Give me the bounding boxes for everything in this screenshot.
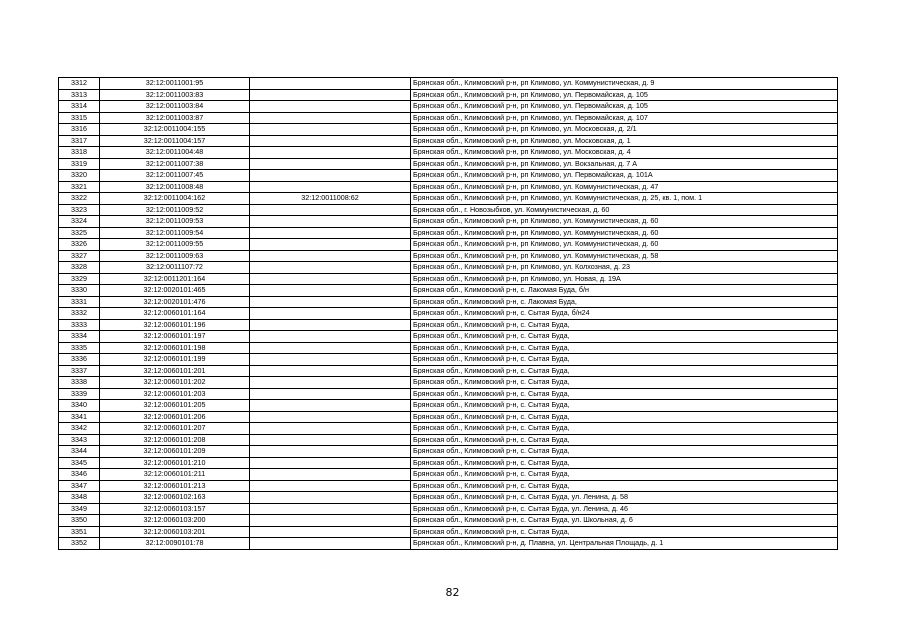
related-cadastral-cell bbox=[250, 342, 411, 354]
row-number-cell: 3318 bbox=[59, 147, 100, 159]
cadastral-number-cell: 32:12:0011009:55 bbox=[100, 239, 250, 251]
row-number-cell: 3323 bbox=[59, 204, 100, 216]
related-cadastral-cell bbox=[250, 170, 411, 182]
address-cell: Брянская обл., Климовский р-н, с. Сытая Буда, ул. Школьная, д. 6 bbox=[411, 515, 838, 527]
cadastral-number-cell: 32:12:0060102:163 bbox=[100, 492, 250, 504]
table-row bbox=[59, 480, 838, 492]
row-number-cell: 3316 bbox=[59, 124, 100, 136]
row-number-cell: 3346 bbox=[59, 469, 100, 481]
cadastral-number-cell: 32:12:0011004:155 bbox=[100, 124, 250, 136]
cadastral-number-cell: 32:12:0060101:209 bbox=[100, 446, 250, 458]
cadastral-number-cell: 32:12:0060101:164 bbox=[100, 308, 250, 320]
row-number-cell: 3324 bbox=[59, 216, 100, 228]
table-row bbox=[59, 262, 838, 274]
row-number-cell: 3337 bbox=[59, 365, 100, 377]
address-cell: Брянская обл., Климовский р-н, рп Климово, ул. Коммунистическая, д. 60 bbox=[411, 216, 838, 228]
row-number-cell: 3339 bbox=[59, 388, 100, 400]
table-row bbox=[59, 469, 838, 481]
table-row bbox=[59, 193, 838, 205]
cadastral-number-cell: 32:12:0060101:201 bbox=[100, 365, 250, 377]
table-row bbox=[59, 112, 838, 124]
address-cell: Брянская обл., Климовский р-н, с. Лакомая Буда, bbox=[411, 296, 838, 308]
address-cell: Брянская обл., Климовский р-н, рп Климово, ул. Московская, д. 1 bbox=[411, 135, 838, 147]
row-number-cell: 3336 bbox=[59, 354, 100, 366]
page-number: 82 bbox=[445, 586, 460, 599]
table-row bbox=[59, 135, 838, 147]
row-number-cell: 3343 bbox=[59, 434, 100, 446]
related-cadastral-cell bbox=[250, 400, 411, 412]
row-number-cell: 3349 bbox=[59, 503, 100, 515]
cadastral-number-cell: 32:12:0060101:198 bbox=[100, 342, 250, 354]
address-cell: Брянская обл., Климовский р-н, с. Сытая Буда, ул. Ленина, д. 46 bbox=[411, 503, 838, 515]
related-cadastral-cell bbox=[250, 285, 411, 297]
cadastral-number-cell: 32:12:0011009:54 bbox=[100, 227, 250, 239]
related-cadastral-cell bbox=[250, 423, 411, 435]
cadastral-number-cell: 32:12:0011009:63 bbox=[100, 250, 250, 262]
cadastral-number-cell: 32:12:0011003:83 bbox=[100, 89, 250, 101]
address-cell: Брянская обл., Климовский р-н, рп Климово, ул. Первомайская, д. 101А bbox=[411, 170, 838, 182]
table-row bbox=[59, 377, 838, 389]
related-cadastral-cell bbox=[250, 239, 411, 251]
row-number-cell: 3312 bbox=[59, 78, 100, 90]
address-cell: Брянская обл., Климовский р-н, с. Сытая Буда, bbox=[411, 411, 838, 423]
row-number-cell: 3345 bbox=[59, 457, 100, 469]
row-number-cell: 3351 bbox=[59, 526, 100, 538]
cadastral-number-cell: 32:12:0011009:53 bbox=[100, 216, 250, 228]
row-number-cell: 3315 bbox=[59, 112, 100, 124]
address-cell: Брянская обл., Климовский р-н, рп Климово, ул. Коммунистическая, д. 47 bbox=[411, 181, 838, 193]
table-row bbox=[59, 400, 838, 412]
address-cell: Брянская обл., Климовский р-н, с. Сытая Буда, ул. Ленина, д. 58 bbox=[411, 492, 838, 504]
table-row bbox=[59, 216, 838, 228]
address-cell: Брянская обл., Климовский р-н, рп Климово, ул. Новая, д. 19А bbox=[411, 273, 838, 285]
table-row bbox=[59, 331, 838, 343]
related-cadastral-cell bbox=[250, 434, 411, 446]
related-cadastral-cell bbox=[250, 331, 411, 343]
address-cell: Брянская обл., Климовский р-н, с. Сытая Буда, bbox=[411, 526, 838, 538]
address-cell: Брянская обл., г. Новозыбков, ул. Коммунистическая, д. 60 bbox=[411, 204, 838, 216]
table-row bbox=[59, 227, 838, 239]
cadastral-number-cell: 32:12:0060101:202 bbox=[100, 377, 250, 389]
cadastral-number-cell: 32:12:0011004:48 bbox=[100, 147, 250, 159]
address-cell: Брянская обл., Климовский р-н, рп Климово, ул. Коммунистическая, д. 60 bbox=[411, 227, 838, 239]
address-cell: Брянская обл., Климовский р-н, рп Климово, ул. Московская, д. 4 bbox=[411, 147, 838, 159]
table-row bbox=[59, 342, 838, 354]
table-row bbox=[59, 285, 838, 297]
table-row bbox=[59, 78, 838, 90]
row-number-cell: 3326 bbox=[59, 239, 100, 251]
related-cadastral-cell bbox=[250, 446, 411, 458]
address-cell: Брянская обл., Климовский р-н, с. Сытая Буда, bbox=[411, 423, 838, 435]
table-row bbox=[59, 526, 838, 538]
row-number-cell: 3348 bbox=[59, 492, 100, 504]
property-table bbox=[58, 77, 838, 550]
related-cadastral-cell bbox=[250, 515, 411, 527]
related-cadastral-cell bbox=[250, 457, 411, 469]
table-row bbox=[59, 446, 838, 458]
address-cell: Брянская обл., Климовский р-н, рп Климово, ул. Коммунистическая, д. 25, кв. 1, пом. 1 bbox=[411, 193, 838, 205]
address-cell: Брянская обл., Климовский р-н, с. Сытая Буда, bbox=[411, 388, 838, 400]
table-row bbox=[59, 354, 838, 366]
cadastral-number-cell: 32:12:0011008:48 bbox=[100, 181, 250, 193]
related-cadastral-cell bbox=[250, 112, 411, 124]
cadastral-number-cell: 32:12:0060101:211 bbox=[100, 469, 250, 481]
table-row bbox=[59, 515, 838, 527]
table-row bbox=[59, 204, 838, 216]
address-cell: Брянская обл., Климовский р-н, рп Климово, ул. Колхозная, д. 23 bbox=[411, 262, 838, 274]
cadastral-number-cell: 32:12:0060101:197 bbox=[100, 331, 250, 343]
cadastral-number-cell: 32:12:0020101:465 bbox=[100, 285, 250, 297]
table-row bbox=[59, 492, 838, 504]
address-cell: Брянская обл., Климовский р-н, с. Сытая Буда, bbox=[411, 365, 838, 377]
cadastral-number-cell: 32:12:0011007:38 bbox=[100, 158, 250, 170]
cadastral-number-cell: 32:12:0060101:205 bbox=[100, 400, 250, 412]
row-number-cell: 3333 bbox=[59, 319, 100, 331]
address-cell: Брянская обл., Климовский р-н, с. Лакомая Буда, б/н bbox=[411, 285, 838, 297]
property-table-body bbox=[59, 78, 838, 550]
row-number-cell: 3335 bbox=[59, 342, 100, 354]
related-cadastral-cell bbox=[250, 480, 411, 492]
table-row bbox=[59, 538, 838, 550]
address-cell: Брянская обл., Климовский р-н, с. Сытая Буда, bbox=[411, 434, 838, 446]
related-cadastral-cell bbox=[250, 469, 411, 481]
related-cadastral-cell: 32:12:0011008:62 bbox=[250, 193, 411, 205]
table-row bbox=[59, 181, 838, 193]
related-cadastral-cell bbox=[250, 135, 411, 147]
cadastral-number-cell: 32:12:0020101:476 bbox=[100, 296, 250, 308]
related-cadastral-cell bbox=[250, 503, 411, 515]
related-cadastral-cell bbox=[250, 377, 411, 389]
row-number-cell: 3330 bbox=[59, 285, 100, 297]
cadastral-number-cell: 32:12:0011201:164 bbox=[100, 273, 250, 285]
address-cell: Брянская обл., Климовский р-н, рп Климово, ул. Вокзальная, д. 7 А bbox=[411, 158, 838, 170]
address-cell: Брянская обл., Климовский р-н, с. Сытая Буда, bbox=[411, 354, 838, 366]
table-row bbox=[59, 457, 838, 469]
cadastral-number-cell: 32:12:0011107:72 bbox=[100, 262, 250, 274]
row-number-cell: 3317 bbox=[59, 135, 100, 147]
row-number-cell: 3338 bbox=[59, 377, 100, 389]
address-cell: Брянская обл., Климовский р-н, с. Сытая Буда, bbox=[411, 480, 838, 492]
table-row bbox=[59, 434, 838, 446]
table-row bbox=[59, 124, 838, 136]
table-row bbox=[59, 296, 838, 308]
address-cell: Брянская обл., Климовский р-н, с. Сытая Буда, б/н24 bbox=[411, 308, 838, 320]
address-cell: Брянская обл., Климовский р-н, с. Сытая Буда, bbox=[411, 469, 838, 481]
table-row bbox=[59, 411, 838, 423]
table-row bbox=[59, 319, 838, 331]
table-row bbox=[59, 147, 838, 159]
address-cell: Брянская обл., Климовский р-н, рп Климово, ул. Первомайская, д. 105 bbox=[411, 101, 838, 113]
cadastral-number-cell: 32:12:0011007:45 bbox=[100, 170, 250, 182]
row-number-cell: 3347 bbox=[59, 480, 100, 492]
cadastral-number-cell: 32:12:0060101:208 bbox=[100, 434, 250, 446]
row-number-cell: 3332 bbox=[59, 308, 100, 320]
row-number-cell: 3322 bbox=[59, 193, 100, 205]
related-cadastral-cell bbox=[250, 538, 411, 550]
table-row bbox=[59, 101, 838, 113]
table-row bbox=[59, 89, 838, 101]
address-cell: Брянская обл., Климовский р-н, с. Сытая Буда, bbox=[411, 331, 838, 343]
related-cadastral-cell bbox=[250, 250, 411, 262]
row-number-cell: 3331 bbox=[59, 296, 100, 308]
row-number-cell: 3325 bbox=[59, 227, 100, 239]
table-row bbox=[59, 388, 838, 400]
related-cadastral-cell bbox=[250, 227, 411, 239]
row-number-cell: 3340 bbox=[59, 400, 100, 412]
related-cadastral-cell bbox=[250, 492, 411, 504]
row-number-cell: 3321 bbox=[59, 181, 100, 193]
cadastral-number-cell: 32:12:0011004:157 bbox=[100, 135, 250, 147]
cadastral-number-cell: 32:12:0011003:84 bbox=[100, 101, 250, 113]
row-number-cell: 3341 bbox=[59, 411, 100, 423]
row-number-cell: 3350 bbox=[59, 515, 100, 527]
table-row bbox=[59, 503, 838, 515]
address-cell: Брянская обл., Климовский р-н, с. Сытая Буда, bbox=[411, 400, 838, 412]
table-row bbox=[59, 273, 838, 285]
cadastral-number-cell: 32:12:0060103:201 bbox=[100, 526, 250, 538]
address-cell: Брянская обл., Климовский р-н, рп Климово, ул. Московская, д. 2/1 bbox=[411, 124, 838, 136]
cadastral-number-cell: 32:12:0060103:200 bbox=[100, 515, 250, 527]
related-cadastral-cell bbox=[250, 204, 411, 216]
table-row bbox=[59, 170, 838, 182]
row-number-cell: 3329 bbox=[59, 273, 100, 285]
cadastral-number-cell: 32:12:0011009:52 bbox=[100, 204, 250, 216]
related-cadastral-cell bbox=[250, 388, 411, 400]
address-cell: Брянская обл., Климовский р-н, с. Сытая Буда, bbox=[411, 342, 838, 354]
related-cadastral-cell bbox=[250, 262, 411, 274]
cadastral-number-cell: 32:12:0060101:199 bbox=[100, 354, 250, 366]
cadastral-number-cell: 32:12:0011004:162 bbox=[100, 193, 250, 205]
row-number-cell: 3314 bbox=[59, 101, 100, 113]
cadastral-number-cell: 32:12:0090101:78 bbox=[100, 538, 250, 550]
row-number-cell: 3344 bbox=[59, 446, 100, 458]
address-cell: Брянская обл., Климовский р-н, с. Сытая Буда, bbox=[411, 319, 838, 331]
address-cell: Брянская обл., Климовский р-н, с. Сытая Буда, bbox=[411, 457, 838, 469]
cadastral-number-cell: 32:12:0060101:213 bbox=[100, 480, 250, 492]
row-number-cell: 3327 bbox=[59, 250, 100, 262]
cadastral-number-cell: 32:12:0060103:157 bbox=[100, 503, 250, 515]
related-cadastral-cell bbox=[250, 411, 411, 423]
related-cadastral-cell bbox=[250, 296, 411, 308]
address-cell: Брянская обл., Климовский р-н, рп Климово, ул. Коммунистическая, д. 9 bbox=[411, 78, 838, 90]
related-cadastral-cell bbox=[250, 308, 411, 320]
related-cadastral-cell bbox=[250, 181, 411, 193]
address-cell: Брянская обл., Климовский р-н, с. Сытая Буда, bbox=[411, 446, 838, 458]
related-cadastral-cell bbox=[250, 216, 411, 228]
related-cadastral-cell bbox=[250, 78, 411, 90]
table-row bbox=[59, 423, 838, 435]
related-cadastral-cell bbox=[250, 365, 411, 377]
related-cadastral-cell bbox=[250, 158, 411, 170]
row-number-cell: 3342 bbox=[59, 423, 100, 435]
row-number-cell: 3319 bbox=[59, 158, 100, 170]
related-cadastral-cell bbox=[250, 89, 411, 101]
cadastral-number-cell: 32:12:0060101:210 bbox=[100, 457, 250, 469]
related-cadastral-cell bbox=[250, 124, 411, 136]
table-row bbox=[59, 250, 838, 262]
row-number-cell: 3334 bbox=[59, 331, 100, 343]
table-row bbox=[59, 365, 838, 377]
address-cell: Брянская обл., Климовский р-н, рп Климово, ул. Коммунистическая, д. 58 bbox=[411, 250, 838, 262]
related-cadastral-cell bbox=[250, 147, 411, 159]
related-cadastral-cell bbox=[250, 101, 411, 113]
row-number-cell: 3352 bbox=[59, 538, 100, 550]
row-number-cell: 3320 bbox=[59, 170, 100, 182]
related-cadastral-cell bbox=[250, 354, 411, 366]
cadastral-number-cell: 32:12:0011001:95 bbox=[100, 78, 250, 90]
table-row bbox=[59, 308, 838, 320]
table-row bbox=[59, 239, 838, 251]
row-number-cell: 3328 bbox=[59, 262, 100, 274]
cadastral-number-cell: 32:12:0060101:207 bbox=[100, 423, 250, 435]
related-cadastral-cell bbox=[250, 273, 411, 285]
address-cell: Брянская обл., Климовский р-н, с. Сытая Буда, bbox=[411, 377, 838, 389]
cadastral-number-cell: 32:12:0011003:87 bbox=[100, 112, 250, 124]
table-row bbox=[59, 158, 838, 170]
related-cadastral-cell bbox=[250, 526, 411, 538]
address-cell: Брянская обл., Климовский р-н, рп Климово, ул. Коммунистическая, д. 60 bbox=[411, 239, 838, 251]
cadastral-number-cell: 32:12:0060101:203 bbox=[100, 388, 250, 400]
address-cell: Брянская обл., Климовский р-н, рп Климово, ул. Первомайская, д. 107 bbox=[411, 112, 838, 124]
address-cell: Брянская обл., Климовский р-н, рп Климово, ул. Первомайская, д. 105 bbox=[411, 89, 838, 101]
address-cell: Брянская обл., Климовский р-н, д. Плавна, ул. Центральная Площадь, д. 1 bbox=[411, 538, 838, 550]
related-cadastral-cell bbox=[250, 319, 411, 331]
row-number-cell: 3313 bbox=[59, 89, 100, 101]
cadastral-number-cell: 32:12:0060101:196 bbox=[100, 319, 250, 331]
cadastral-number-cell: 32:12:0060101:206 bbox=[100, 411, 250, 423]
